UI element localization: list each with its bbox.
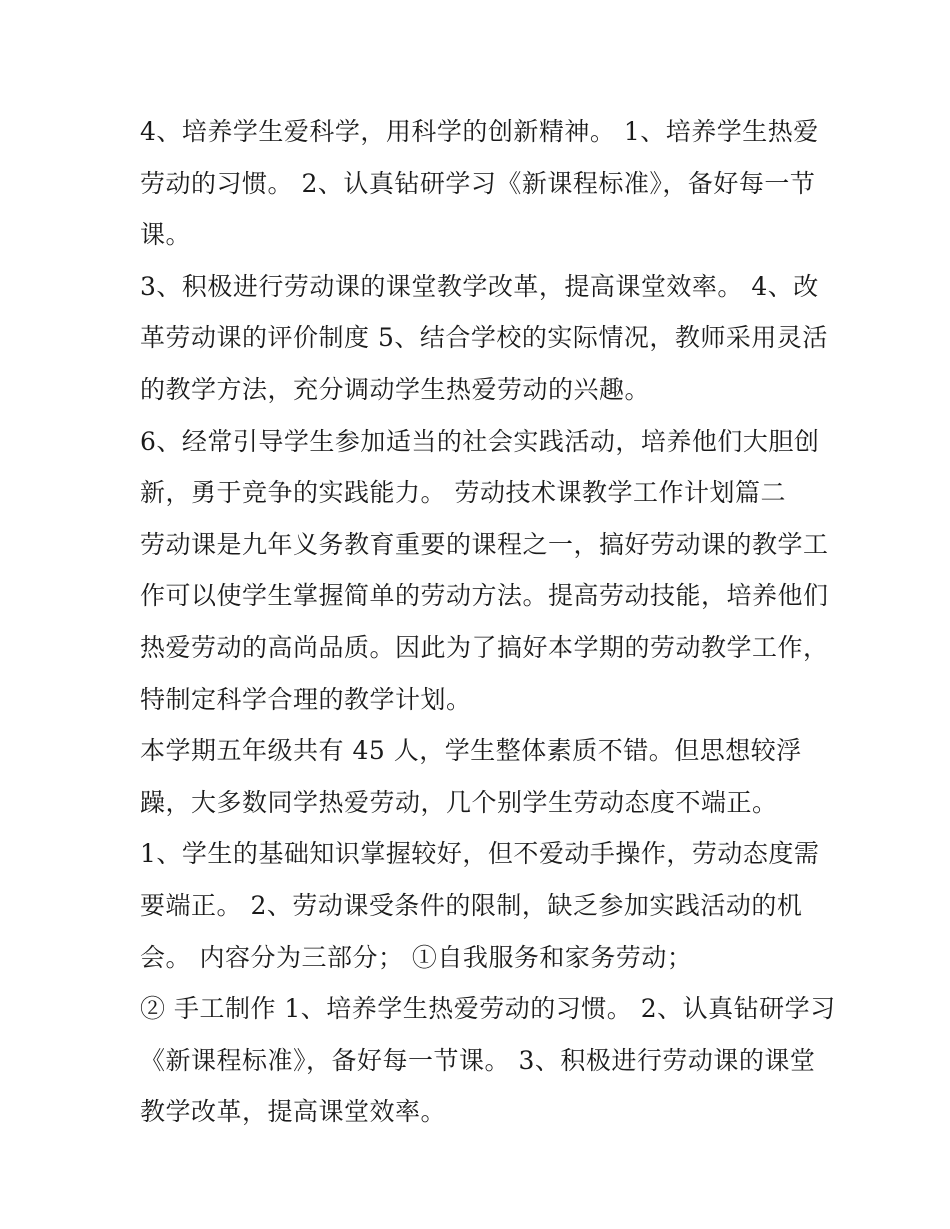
text-line: 3、积极进行劳动课的课堂教学改革，提高课堂效率。 4、改 <box>140 271 819 301</box>
text-line: 革劳动课的评价制度 5、结合学校的实际情况，教师采用灵活 <box>140 323 828 353</box>
text-line: 课。 <box>140 220 192 250</box>
text-line: 教学改革，提高课堂效率。 <box>140 1097 447 1127</box>
text-line: 《新课程标准》，备好每一节课。 3、积极进行劳动课的课堂 <box>140 1045 816 1075</box>
text-line: ② 手工制作 1、培养学生热爱劳动的习惯。 2、认真钻研学习 <box>140 994 836 1024</box>
text-line: 劳动的习惯。 2、认真钻研学习《新课程标准》，备好每一节 <box>140 168 816 198</box>
text-line: 劳动课是九年义务教育重要的课程之一，搞好劳动课的教学工 <box>140 529 829 559</box>
text-line: 作可以使学生掌握简单的劳动方法。提高劳动技能，培养他们 <box>140 581 829 611</box>
text-line: 热爱劳动的高尚品质。因此为了搞好本学期的劳动教学工作， <box>140 632 829 662</box>
text-line: 6、经常引导学生参加适当的社会实践活动，培养他们大胆创 <box>140 426 820 456</box>
text-line: 本学期五年级共有 45 人，学生整体素质不错。但思想较浮 <box>140 736 802 766</box>
text-line: 躁，大多数同学热爱劳动，几个别学生劳动态度不端正。 <box>140 787 778 817</box>
text-line: 1、学生的基础知识掌握较好，但不爱动手操作，劳动态度需 <box>140 839 820 869</box>
document-body <box>140 106 836 1138</box>
text-line: 特制定科学合理的教学计划。 <box>140 684 472 714</box>
text-line: 4、培养学生爱科学，用科学的创新精神。 1、培养学生热爱 <box>140 117 819 146</box>
text-line: 要端正。 2、劳动课受条件的限制，缺乏参加实践活动的机 <box>140 890 803 920</box>
text-line: 新，勇于竞争的实践能力。 劳动技术课教学工作计划篇二 <box>140 478 786 508</box>
text-line: 会。 内容分为三部分； ①自我服务和家务劳动； <box>140 942 693 972</box>
text-line: 的教学方法，充分调动学生热爱劳动的兴趣。 <box>140 374 651 404</box>
